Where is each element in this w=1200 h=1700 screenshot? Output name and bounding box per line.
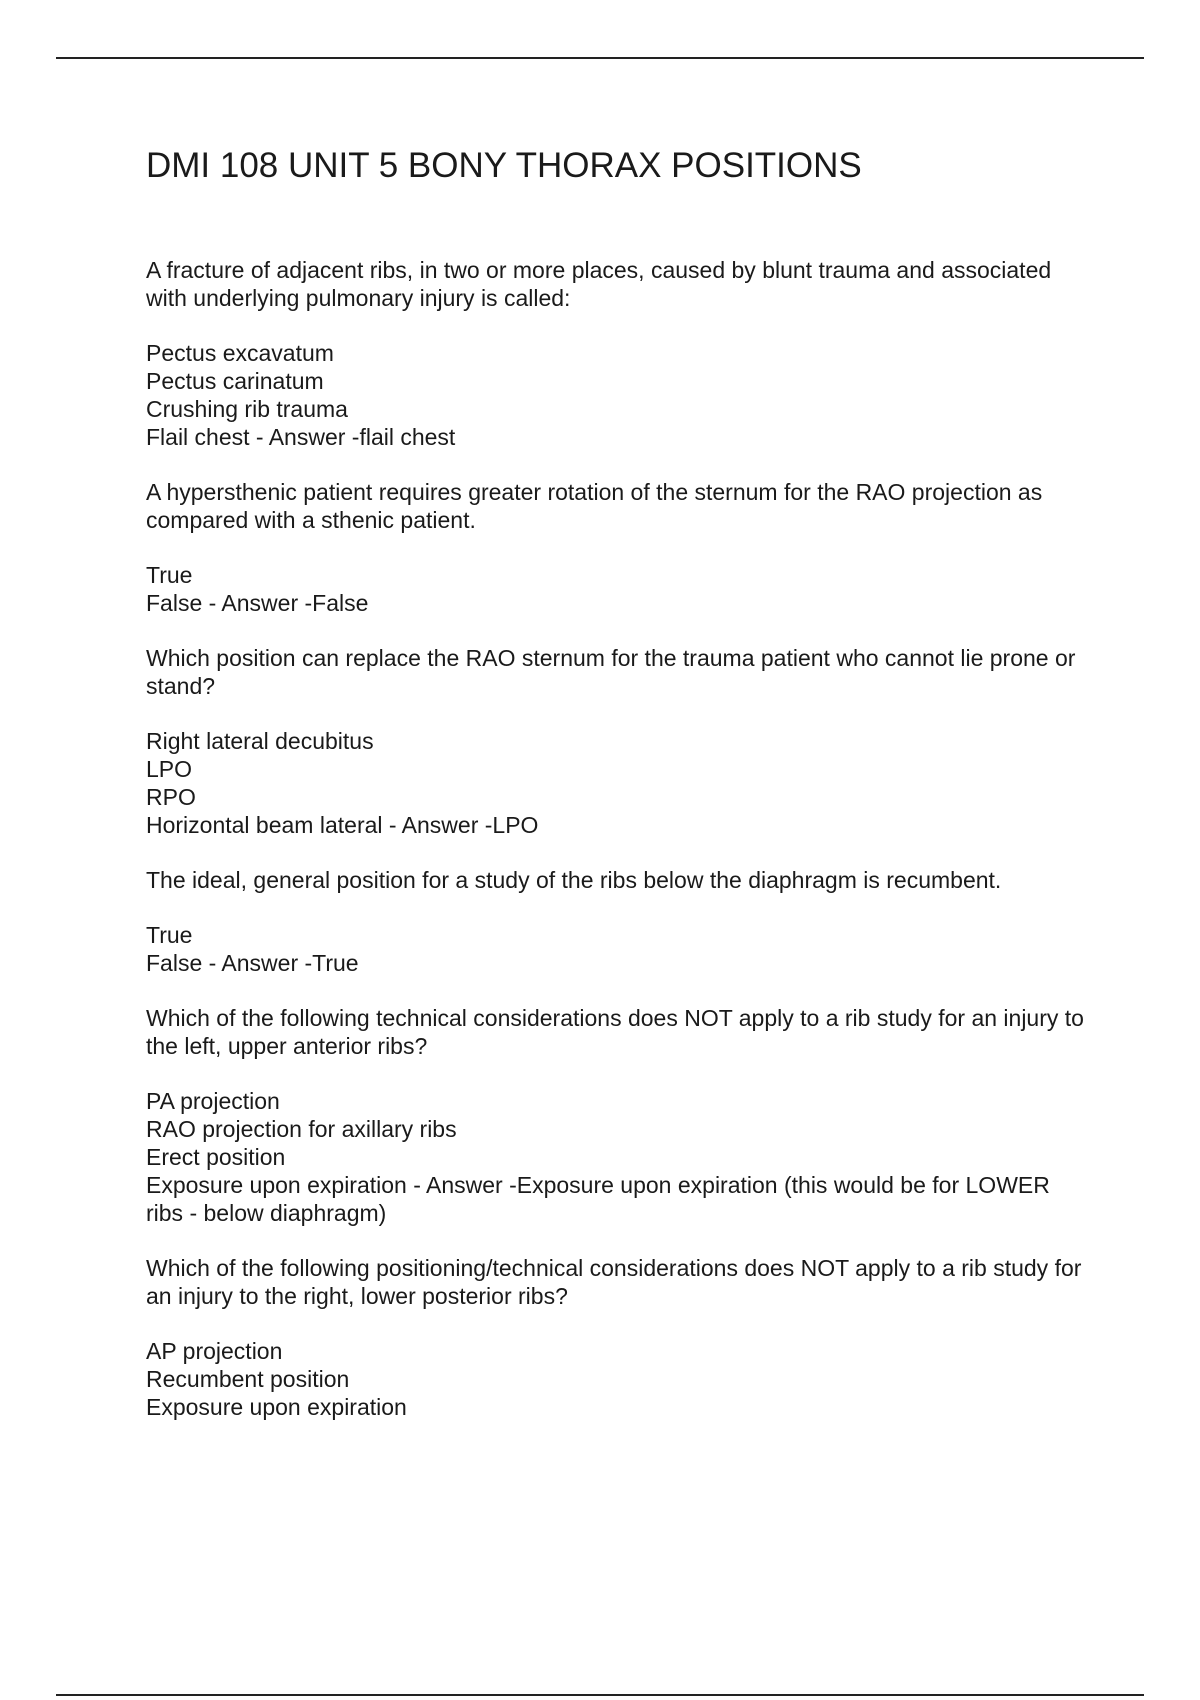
option-list <box>146 1337 1086 1421</box>
option-item: AP projection <box>146 1338 283 1364</box>
document-title: DMI 108 UNIT 5 BONY THORAX POSITIONS <box>146 146 862 185</box>
option-list <box>146 561 1086 617</box>
option-item: Flail chest - Answer -flail chest <box>146 424 456 450</box>
option-item: RPO <box>146 784 196 810</box>
option-item: PA projection <box>146 1088 280 1114</box>
question-block <box>146 256 1086 451</box>
option-list <box>146 339 1086 451</box>
question-prompt: A hypersthenic patient requires greater rotation of the sternum for the RAO projection as compared with a sthenic patient. <box>146 479 1043 533</box>
option-list <box>146 1087 1086 1227</box>
option-item: Right lateral decubitus <box>146 728 374 754</box>
question-block <box>146 1254 1086 1421</box>
option-item: True <box>146 922 193 948</box>
question-prompt: A fracture of adjacent ribs, in two or more places, caused by blunt trauma and associated with underlying pulmonary injury is called: <box>146 257 1052 311</box>
option-item: Erect position <box>146 1144 286 1170</box>
option-item: Horizontal beam lateral - Answer -LPO <box>146 812 539 838</box>
option-item: Pectus carinatum <box>146 368 324 394</box>
option-item: Recumbent position <box>146 1366 350 1392</box>
option-item: True <box>146 562 193 588</box>
option-item: RAO projection for axillary ribs <box>146 1116 457 1142</box>
question-prompt: The ideal, general position for a study of the ribs below the diaphragm is recumbent. <box>146 867 1002 893</box>
option-item: Pectus excavatum <box>146 340 334 366</box>
option-item: Exposure upon expiration <box>146 1394 407 1420</box>
option-item: Exposure upon expiration - Answer -Exposure upon expiration (this would be for LOWER ribs - below diaphragm) <box>146 1172 1050 1226</box>
question-prompt: Which position can replace the RAO sternum for the trauma patient who cannot lie prone or stand? <box>146 645 1076 699</box>
question-block <box>146 644 1086 839</box>
question-block <box>146 1004 1086 1227</box>
option-item: LPO <box>146 756 193 782</box>
option-list <box>146 921 1086 977</box>
question-prompt: Which of the following positioning/technical considerations does NOT apply to a rib study for an injury to the right, lower posterior ribs? <box>146 1255 1082 1309</box>
question-list <box>146 256 1086 1448</box>
question-block <box>146 866 1086 977</box>
question-prompt: Which of the following technical considerations does NOT apply to a rib study for an injury to the left, upper anterior ribs? <box>146 1005 1084 1059</box>
top-rule <box>56 57 1144 59</box>
option-item: Crushing rib trauma <box>146 396 348 422</box>
bottom-rule <box>56 1694 1144 1696</box>
question-block <box>146 478 1086 617</box>
option-item: False - Answer -False <box>146 590 369 616</box>
option-item: False - Answer -True <box>146 950 359 976</box>
option-list <box>146 727 1086 839</box>
